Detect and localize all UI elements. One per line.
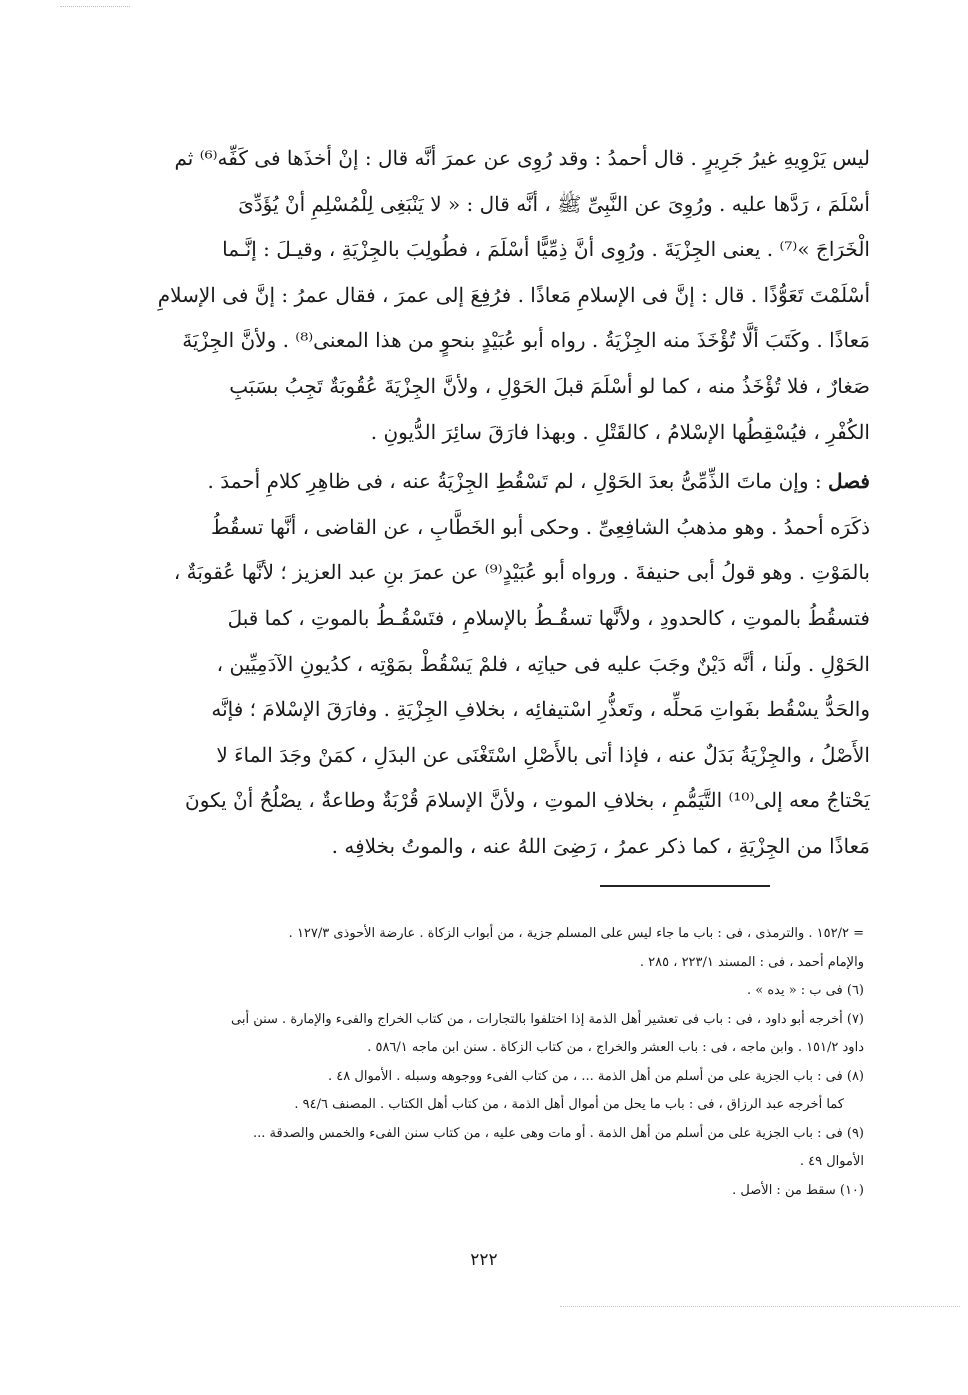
footnote-line: (٨) فى : باب الجزية على من أسلم من أهل الذمة ... ، من كتاب الفىء ووجوهه وسبله . الأموال ٤٨ . xyxy=(328,1068,864,1084)
footnote-line: = ١٥٢/٢ . والترمذى ، فى : باب ما جاء ليس على المسلم جزية ، من أبواب الزكاة . عارضة الأحوذى ١٢٧/٣ . xyxy=(288,926,864,941)
footnote-line: كما أخرجه عبد الرزاق ، فى : باب ما يحل من أموال أهل الذمة ، من كتاب أهل الكتاب . المصنف ٩٤/٦ . xyxy=(294,1097,844,1112)
text-line: فتسقُطُ بالموتِ ، كالحدودِ ، ولأنَّها تسقُـطُ بالإسلامِ ، فتَسْقُـطُ بالموتِ ، كما قبلَ xyxy=(227,605,870,630)
footnote-line: (١٠) سقط من : الأصل . xyxy=(732,1182,864,1198)
text-line: الْخَرَاجَ »⁽⁷⁾ . يعنى الجِزْيَةَ . ورُوِى أنَّ ذِمِّيًّا أسْلَمَ ، فطُولِبَ بالجِزْيَةِ ، وقيـلَ : إنَّـما xyxy=(222,237,870,262)
text-line: أسْلَمْتَ تَعَوُّذًا . قال : إنَّ فى الإسلامِ مَعاذًا . فرُفِعَ إلى عمرَ ، فقال عمرُ : إنَّ فى الإسلامِ xyxy=(157,282,870,307)
footnote-line: (٦) فى ب : « يده » . xyxy=(746,983,864,998)
text-line xyxy=(90,459,870,505)
section-heading: فصل xyxy=(827,469,870,494)
text-line: الأَصْلُ ، والجِزْيَةُ بَدَلٌ عنه ، فإذا أتى بالأَصْلِ اسْتَغْنَى عن البدَلِ ، كمَنْ وجَدَ الماءَ لا xyxy=(216,742,870,767)
text-line: الكُفْرِ ، فيُسْقِطُها الإسْلامُ ، كالقَتْلِ . وبهذا فارَقَ سائِرَ الدُّيونِ . xyxy=(370,419,870,444)
scan-artifact-bottom xyxy=(560,1306,960,1307)
text-line: ليس يَرْوِيهِ غيرُ جَرِيرٍ . قال أحمدُ : وقد رُوِى عن عمرَ أنَّه قال : إنْ أخذَها فى كَفِّه⁽⁶⁾ ثم xyxy=(174,146,870,170)
paragraph-1 xyxy=(90,136,870,455)
footnote-line: (٩) فى : باب الجزية على من أسلم من أهل الذمة . أو مات وهى عليه ، من كتاب سنن الفىء والخمس والصدقة ... xyxy=(252,1125,864,1141)
text-line-content: : وإن ماتَ الذِّمِّىُّ بعدَ الحَوْلِ ، لم تَسْقُطِ الجِزْيَةُ عنه ، فى ظاهِرِ كلامِ أحمدَ . xyxy=(207,469,822,494)
footnote-line: (٧) أخرجه أبو داود ، فى : باب فى تعشير أهل الذمة إذا اختلفوا بالتجارات ، من كتاب الخراج والفىء والإمارة . سنن أبى xyxy=(231,1011,864,1027)
text-line: بالمَوْتِ . وهو قولُ أبى حنيفةَ . ورواه أبو عُبَيْدٍ⁽⁹⁾ عن عمرَ بنِ عبد العزيز ؛ لأنَّها عُقوبَةٌ ، xyxy=(173,560,870,585)
footnote-line: الأموال ٤٩ . xyxy=(799,1154,864,1169)
paragraph-2 xyxy=(90,459,870,869)
main-text xyxy=(90,136,870,870)
footnote-line: داود ١٥١/٢ . وابن ماجه ، فى : باب العشر والخراج ، من كتاب الزكاة . سنن ابن ماجه ٥٨٦/١ . xyxy=(367,1040,864,1055)
text-line: مَعاذًا . وكَتَبَ ألَّا تُؤْخَذَ منه الجِزْيَةُ . رواه أبو عُبَيْدٍ بنحوٍ من هذا المعنى⁽⁸⁾ . ولأنَّ الجِزْيَةَ xyxy=(182,328,870,353)
text-line: صَغارٌ ، فلا تُؤْخَذُ منه ، كما لو أسْلَمَ قبلَ الحَوْلِ ، ولأنَّ الجِزْيَةَ عُقُوبَةٌ تَجِبُ بسَبَبِ xyxy=(229,373,870,398)
text-line: والحَدُّ يسْقُط بفَواتِ مَحلِّه ، وتَعذُّرِ اسْتيفائِه ، بخلافِ الجِزْيَةِ . وفارَقَ الإسْلامَ ؛ فإنَّه xyxy=(211,697,870,722)
footnote-divider xyxy=(600,885,770,887)
text-line: مَعاذًا من الجِزْيَةِ ، كما ذكر عمرُ ، رَضِىَ اللهُ عنه ، والموتُ بخلافِه . xyxy=(331,833,870,858)
footnotes xyxy=(84,920,864,1205)
text-line: ذكَرَه أحمدُ . وهو مذهبُ الشافِعِىِّ . وحكى أبو الخَطَّابِ ، عن القاضى ، أنَّها تسقُطُ xyxy=(210,514,870,539)
scan-artifact-top xyxy=(60,6,130,7)
text-line: يَحْتاجُ معه إلى⁽¹⁰⁾ التَّيَمُّمِ ، بخلافِ الموتِ ، ولأنَّ الإسلامَ قُرْبَةٌ وطاعةٌ ، يصْلُحُ أنْ يكونَ xyxy=(185,788,870,813)
footnote-line: والإمام أحمد ، فى : المسند ٢٢٣/١ ، ٢٨٥ . xyxy=(639,954,864,970)
page-number: ٢٢٢ xyxy=(470,1250,498,1270)
text-line: أسْلَمَ ، رَدَّها عليه . ورُوِىَ عن النَّبِىِّ ﷺ ، أنَّه قال : « لا يَنْبَغِى لِلْمُسْلِمِ أنْ يُؤَدِّىَ xyxy=(238,191,870,216)
text-line: الحَوْلِ . ولَنا ، أنَّه دَيْنٌ وجَبَ عليه فى حياتِه ، فلمْ يَسْقُطْ بمَوْتِه ، كدُيونِ الآدَمِيِّين ، xyxy=(216,651,870,676)
